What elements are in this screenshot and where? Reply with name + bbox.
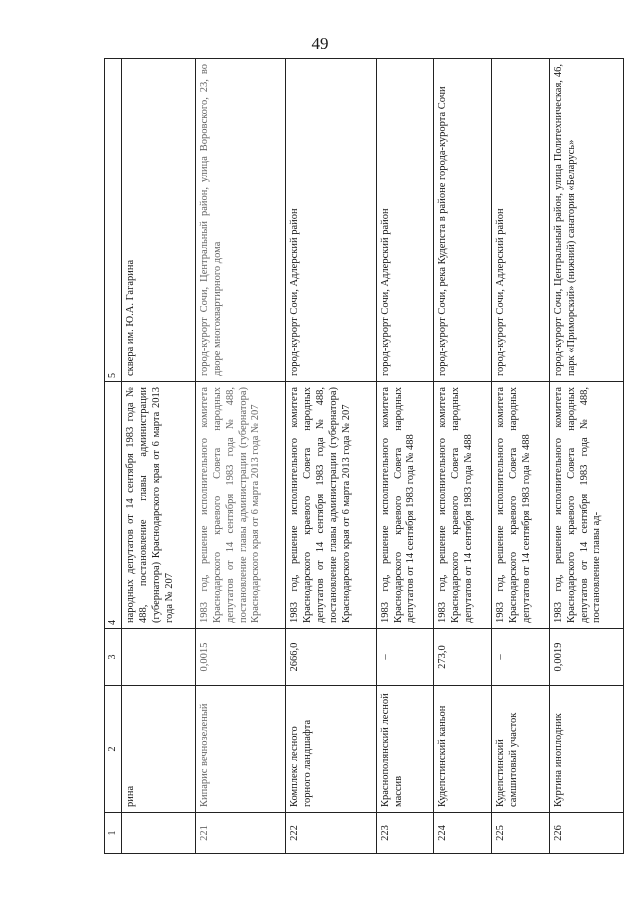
rotated-table-wrapper	[104, 64, 624, 854]
object-name: Куртина иноплодник	[549, 686, 623, 813]
object-location: город-курорт Сочи, Адлерский район	[492, 59, 550, 382]
legal-details: 1983 год, решение исполнительного комитета Краснодарского краевого Совета народных депутатов от 14 сентября 1983 года № 488	[434, 382, 492, 629]
object-name: Кудепстинский каньон	[434, 686, 492, 813]
object-area: 0,0015	[196, 629, 286, 686]
legal-details: 1983 год, решение исполнительного комитета Краснодарского краевого Совета народных депутатов от 14 сентября 1983 года № 488	[492, 382, 550, 629]
table-header-row	[105, 59, 122, 854]
row-number: 223	[376, 813, 434, 854]
table-row	[549, 59, 623, 854]
object-area: 2666,0	[286, 629, 376, 686]
registry-table	[104, 58, 624, 854]
header-col-3: 3	[105, 629, 122, 686]
row-number: 226	[549, 813, 623, 854]
table-row	[492, 59, 550, 854]
legal-details: 1983 год, решение исполнительного комитета Краснодарского краевого Совета народных депутатов от 14 сентября 1983 года № 488	[376, 382, 434, 629]
object-name: рина	[122, 686, 196, 813]
object-location: город-курорт Сочи, Центральный район, улица Воровского, 23, во дворе многоквартирного дома	[196, 59, 286, 382]
header-col-2: 2	[105, 686, 122, 813]
object-area: –	[376, 629, 434, 686]
row-number: 221	[196, 813, 286, 854]
object-area: 0,0019	[549, 629, 623, 686]
object-area: 273,0	[434, 629, 492, 686]
object-name: Краснополянский лесной массив	[376, 686, 434, 813]
legal-details: 1983 год, решение исполнительного комитета Краснодарского краевого Совета народных депутатов от 14 сентября 1983 года № 488, постановление главы администрации (губернатора) Краснодарского края от 6 марта 2013 года № 207	[286, 382, 376, 629]
object-location: город-курорт Сочи, река Кудепста в районе города-курорта Сочи	[434, 59, 492, 382]
object-location: сквера им. Ю.А. Гагарина	[122, 59, 196, 382]
table-row	[286, 59, 376, 854]
row-number	[122, 813, 196, 854]
legal-details: 1983 год, решение исполнительного комитета Краснодарского краевого Совета народных депутатов от 14 сентября 1983 года № 488, постановление главы администрации (губернатора) Краснодарского края от 6 марта 2013 года № 207	[196, 382, 286, 629]
object-location: город-курорт Сочи, Адлерский район	[376, 59, 434, 382]
header-col-5: 5	[105, 59, 122, 382]
row-number: 225	[492, 813, 550, 854]
table-row-continuation	[122, 59, 196, 854]
object-area: –	[492, 629, 550, 686]
table-row	[434, 59, 492, 854]
table-row	[196, 59, 286, 854]
row-number: 224	[434, 813, 492, 854]
table-row	[376, 59, 434, 854]
header-col-4: 4	[105, 382, 122, 629]
object-name: Кудепстинский самшитовый участок	[492, 686, 550, 813]
object-name: Кипарис вечнозеленый	[196, 686, 286, 813]
row-number: 222	[286, 813, 376, 854]
object-location: город-курорт Сочи, Центральный район, улица Политехническая, 46, парк «Приморский» (нижний) санатория «Беларусь»	[549, 59, 623, 382]
legal-details: народных депутатов от 14 сентября 1983 года № 488, постановление главы администрации (губернатора) Краснодарского края от 6 марта 2013 года № 207	[122, 382, 196, 629]
object-name: Комплекс лесного горного ландшафта	[286, 686, 376, 813]
page-number: 49	[311, 34, 329, 53]
header-col-1: 1	[105, 813, 122, 854]
object-location: город-курорт Сочи, Адлерский район	[286, 59, 376, 382]
legal-details: 1983 год, решение исполнительного комитета Краснодарского краевого Совета народных депутатов от 14 сентября 1983 года № 488, постановление главы ад-	[549, 382, 623, 629]
object-area	[122, 629, 196, 686]
